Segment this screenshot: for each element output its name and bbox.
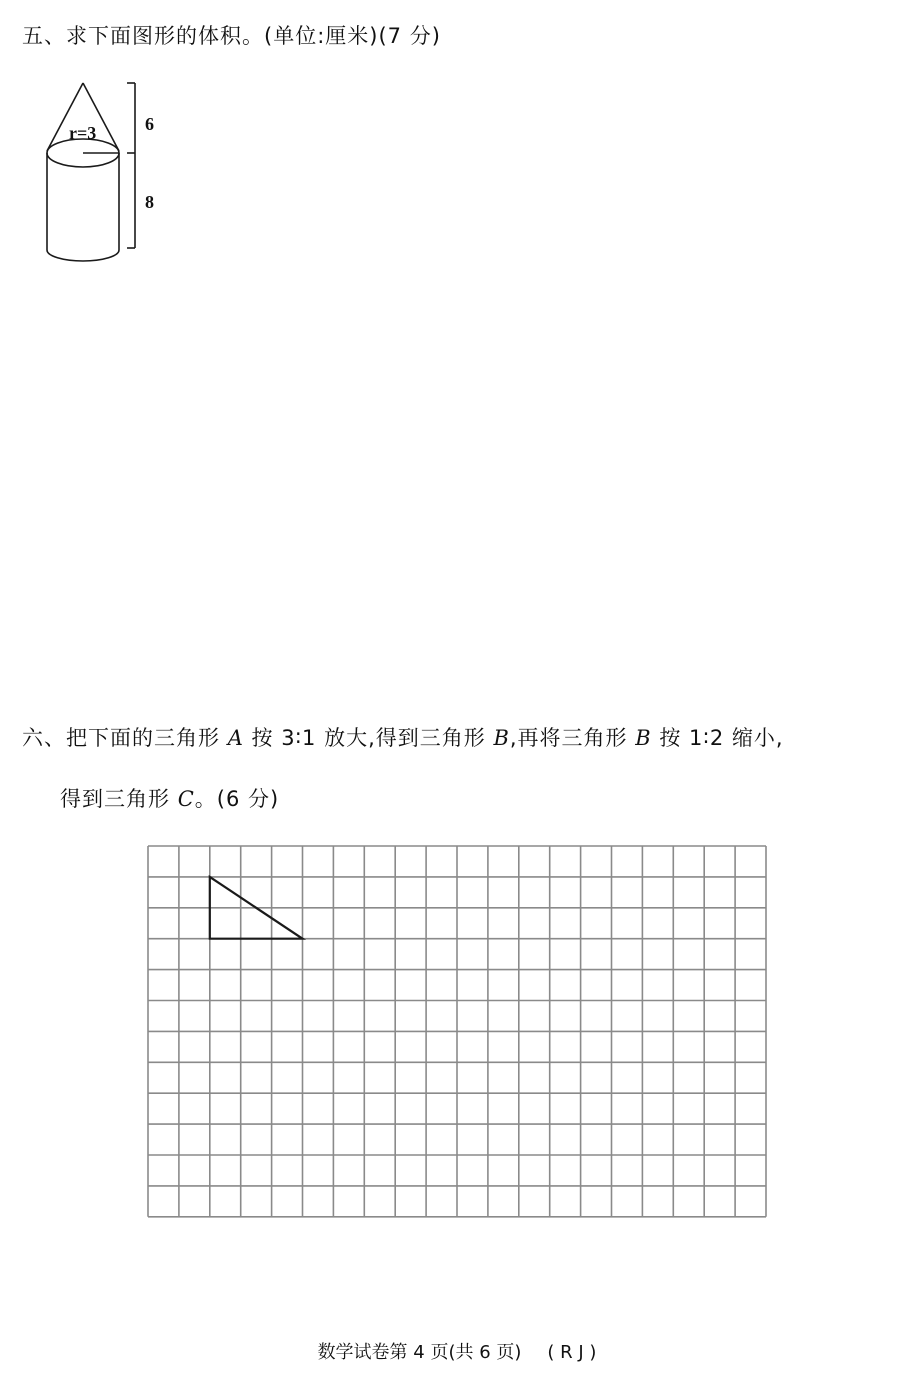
question-6-line-1 — [22, 722, 784, 752]
triangle-b-variable: B — [635, 726, 652, 750]
triangle-c-variable: C — [177, 787, 195, 811]
radius-label: r=3 — [69, 123, 97, 143]
cone-on-cylinder-figure — [40, 78, 170, 268]
question-5-text: 求下面图形的体积。(单位:厘米)(7 分) — [66, 24, 441, 48]
cylinder-height-label: 8 — [145, 192, 154, 212]
cylinder-bottom-arc — [47, 250, 119, 261]
page-info: 数学试卷第 4 页(共 6 页) — [317, 1342, 522, 1363]
question-6-text-part: 把下面的三角形 — [66, 726, 228, 750]
question-6-text-part: 得到三角形 — [60, 787, 178, 811]
question-6-text-part: ,再将三角形 — [509, 726, 636, 750]
question-6-text-part: 按 1∶2 缩小, — [651, 726, 784, 750]
question-6-line-2 — [60, 783, 279, 813]
question-5-title — [22, 20, 441, 50]
cone-height-label: 6 — [145, 114, 154, 134]
question-6-text-part: 。(6 分) — [194, 787, 280, 811]
drawing-grid[interactable] — [145, 843, 769, 1221]
question-6-text-part: 按 3∶1 放大,得到三角形 — [243, 726, 494, 750]
question-6-number: 六、 — [22, 726, 66, 750]
triangle-b-variable: B — [493, 726, 510, 750]
triangle-a-variable: A — [227, 726, 244, 750]
grid-lines — [148, 846, 766, 1217]
edition-code: ( R J ) — [547, 1342, 597, 1363]
question-5-number: 五、 — [22, 24, 66, 48]
page-footer — [0, 1338, 914, 1364]
